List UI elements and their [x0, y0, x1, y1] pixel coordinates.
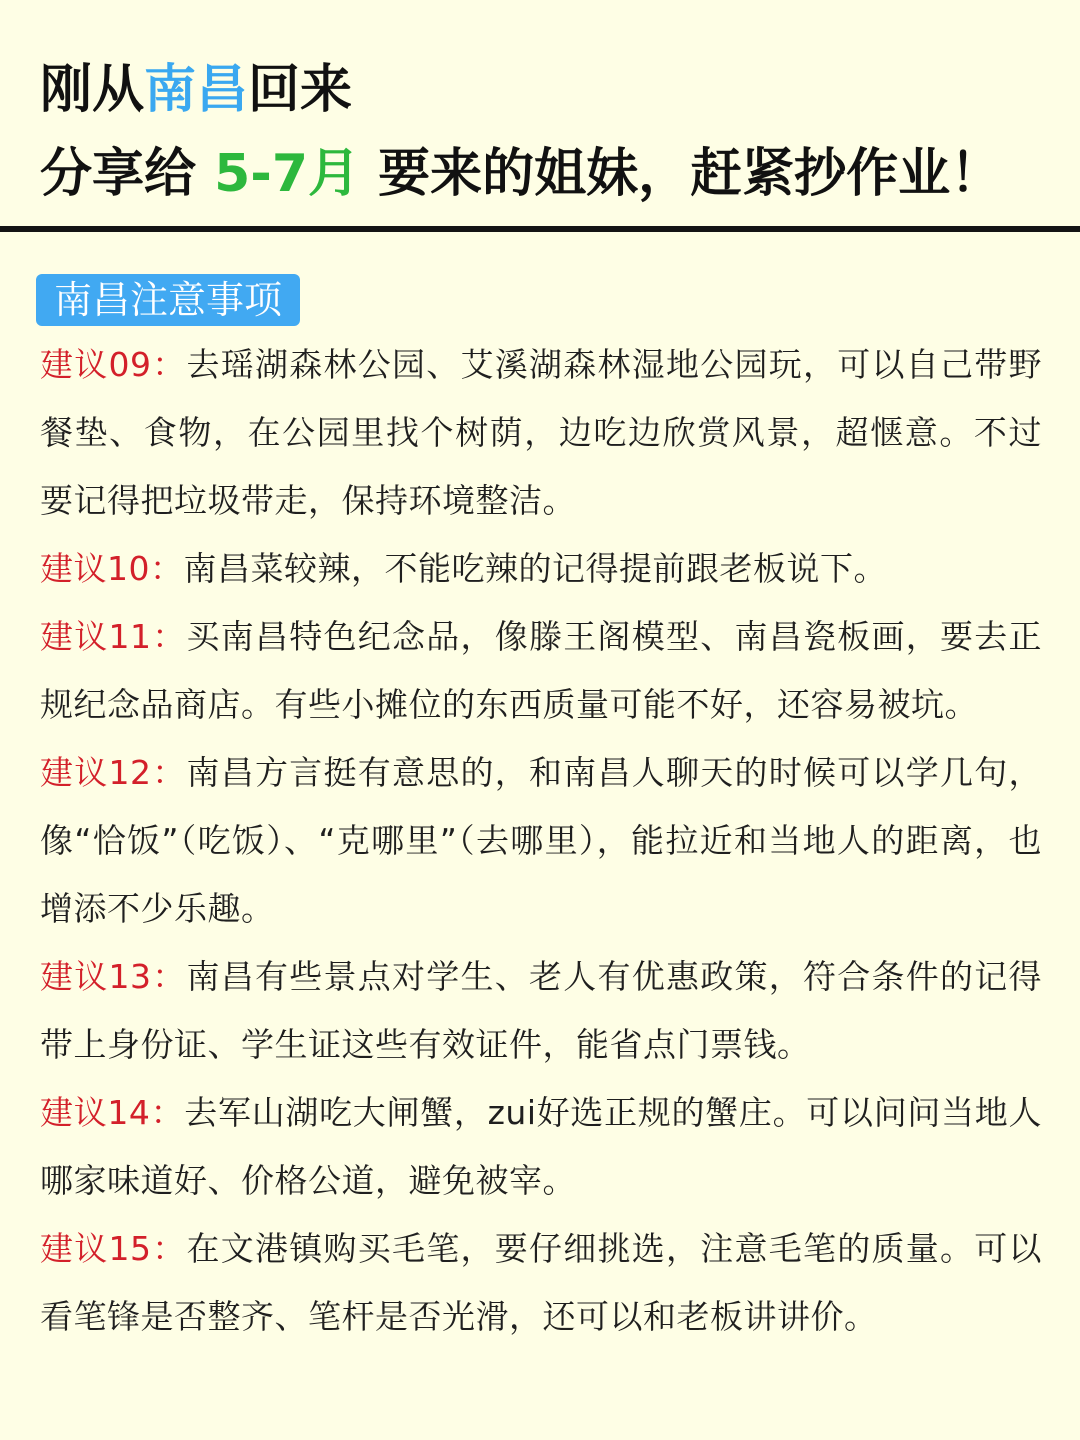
title-text: 回来	[248, 60, 353, 120]
subtitle-text: 要来的姐妹，赶紧抄作业！	[360, 144, 1003, 204]
tip-text: 在文港镇购买毛笔，要仔细挑选，注意毛笔的质量。可以看笔锋是否整齐、笔杆是否光滑，还可以和老板讲讲价。	[40, 1229, 1042, 1336]
tip-item	[40, 943, 1042, 1079]
tip-item	[40, 1215, 1042, 1351]
title-line-1	[40, 48, 1050, 132]
tip-item	[40, 739, 1042, 943]
title-line-2	[40, 132, 1050, 216]
tip-text: 买南昌特色纪念品，像滕王阁模型、南昌瓷板画，要去正规纪念品商店。有些小摊位的东西质量可能不好，还容易被坑。	[40, 617, 1042, 724]
tip-item	[40, 603, 1042, 739]
tip-text: 南昌菜较辣，不能吃辣的记得提前跟老板说下。	[183, 549, 887, 588]
title-text: 刚从	[40, 60, 145, 120]
subtitle-text: 分享给	[40, 144, 215, 204]
tip-label: 建议11：	[40, 617, 187, 656]
tip-label: 建议09：	[40, 345, 187, 384]
tip-label: 建议15：	[40, 1229, 187, 1268]
header-divider	[0, 226, 1080, 232]
tip-label: 建议13：	[40, 957, 187, 996]
tip-text: 去军山湖吃大闸蟹，zui好选正规的蟹庄。可以问问当地人哪家味道好、价格公道，避免被宰。	[40, 1093, 1042, 1200]
subtitle-month-highlight: 5-7月	[214, 144, 361, 204]
section-title-tag: 南昌注意事项	[36, 274, 300, 326]
tip-item	[40, 331, 1042, 535]
title-city-highlight: 南昌	[144, 60, 249, 120]
tip-label: 建议12：	[40, 753, 187, 792]
tip-label: 建议10：	[40, 549, 184, 588]
tip-text: 南昌有些景点对学生、老人有优惠政策，符合条件的记得带上身份证、学生证这些有效证件，能省点门票钱。	[40, 957, 1042, 1064]
tips-list	[40, 331, 1042, 1351]
tip-item	[40, 1079, 1042, 1215]
tip-label: 建议14：	[40, 1093, 185, 1132]
tip-item	[40, 535, 1042, 603]
tip-text: 去瑶湖森林公园、艾溪湖森林湿地公园玩，可以自己带野餐垫、食物，在公园里找个树荫，边吃边欣赏风景，超惬意。不过要记得把垃圾带走，保持环境整洁。	[40, 345, 1042, 520]
page-header	[40, 48, 1050, 216]
tip-text: 南昌方言挺有意思的，和南昌人聊天的时候可以学几句，像“恰饭”（吃饭）、“克哪里”（去哪里），能拉近和当地人的距离，也增添不少乐趣。	[40, 753, 1042, 928]
